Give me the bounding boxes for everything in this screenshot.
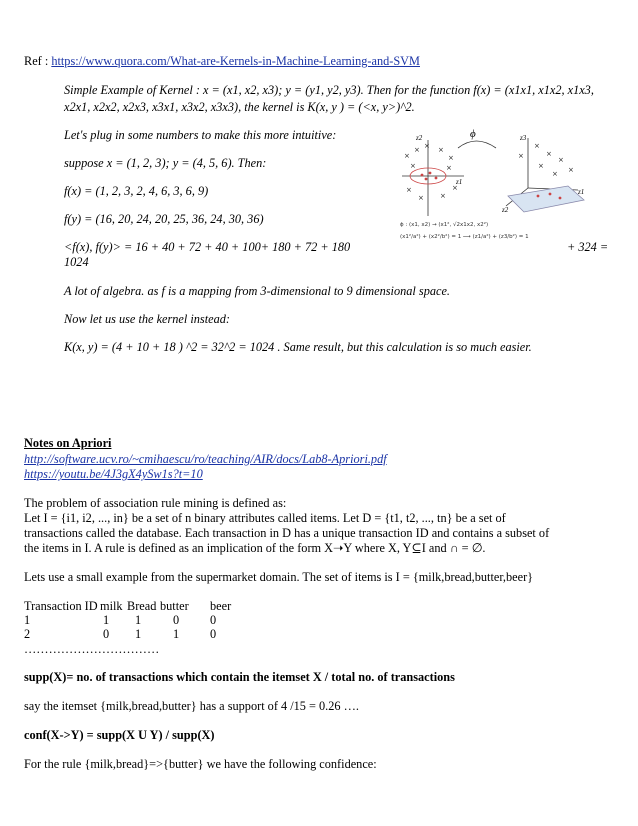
label-z3: z3 [520, 134, 527, 142]
apriori-example-intro: Lets use a small example from the supermarket domain. The set of items is I = {milk,bread,butter,beer} [24, 570, 534, 584]
svg-text:×: × [414, 146, 420, 154]
table-row-1-beer: 0 [210, 613, 217, 627]
kernel-inner-product-result: 1024 [64, 255, 89, 269]
svg-text:×: × [410, 162, 416, 170]
apriori-definition-1: The problem of association rule mining is defined as: [24, 496, 287, 510]
feature-space-plot [506, 138, 584, 212]
label-z1-left: z1 [456, 178, 463, 186]
table-header-beer: beer [210, 599, 232, 613]
table-header-bread: Bread [127, 599, 157, 613]
kernel-inner-product: <f(x), f(y)> = 16 + 40 + 72 + 40 + 100+ 180 + 72 + 180 [64, 240, 351, 254]
apriori-heading: Notes on Apriori [24, 436, 112, 450]
support-definition: supp(X)= no. of transactions which contain the itemset X / total no. of transactions [24, 670, 455, 684]
svg-text:×: × [446, 164, 452, 172]
table-header-butter: butter [160, 599, 189, 613]
table-row-1-id: 1 [24, 613, 31, 627]
svg-text:×: × [538, 162, 544, 170]
kernel-paragraph-9: K(x, y) = (4 + 10 + 18 ) ^2 = 32^2 = 1024 . Same result, but this calculation is so much easier. [64, 340, 532, 354]
mapping-arrow [458, 141, 496, 148]
svg-text:×: × [404, 152, 410, 160]
reference-link[interactable]: https://www.quora.com/What-are-Kernels-in-Machine-Learning-and-SVM [51, 54, 420, 68]
table-row-2-milk: 0 [103, 627, 110, 641]
apriori-definition-4: the items in I. A rule is defined as an implication of the form X➝Y where X, Y⊆I and ∩ = ∅. [24, 541, 486, 555]
table-row-2-butter: 1 [173, 627, 180, 641]
svg-text:×: × [452, 184, 458, 192]
svg-text:×: × [568, 166, 574, 174]
table-header-milk: milk [100, 599, 123, 613]
svg-text:×: × [406, 186, 412, 194]
svg-text:×: × [552, 170, 558, 178]
table-ellipsis: …………………………… [24, 642, 160, 656]
confidence-example: For the rule {milk,bread}=>{butter} we have the following confidence: [24, 757, 377, 771]
kernel-paragraph-8: Now let us use the kernel instead: [64, 312, 230, 326]
figure-caption-1: ϕ : (x1, x2) → (x1², √2x1x2, x2²) [400, 222, 489, 228]
kernel-fy: f(y) = (16, 20, 24, 20, 25, 36, 24, 30, 36) [64, 212, 264, 226]
svg-text:×: × [546, 150, 552, 158]
table-row-1-butter: 0 [173, 613, 180, 627]
table-row-1-bread: 1 [135, 613, 142, 627]
kernel-fx: f(x) = (1, 2, 3, 2, 4, 6, 3, 6, 9) [64, 184, 209, 198]
svg-text:×: × [534, 142, 540, 150]
label-z2-left: z2 [416, 134, 423, 142]
table-row-1-milk: 1 [103, 613, 110, 627]
label-z2-right: z2 [502, 206, 509, 214]
apriori-definition-3: transactions called the database. Each transaction in D has a unique transaction ID and contains a subset of [24, 526, 550, 540]
apriori-link-pdf[interactable]: http://software.ucv.ro/~cmihaescu/ro/teaching/AIR/docs/Lab8-Apriori.pdf [24, 452, 387, 466]
kernel-paragraph-2: Let's plug in some numbers to make this more intuitive: [64, 128, 337, 142]
table-header-transaction-id: Transaction ID [24, 599, 98, 613]
svg-text:×: × [424, 142, 430, 150]
svg-text:×: × [518, 152, 524, 160]
kernel-mapping-figure [398, 128, 624, 244]
reference-line [24, 54, 420, 69]
kernel-paragraph-1b: x2x1, x2x2, x2x3, x3x1, x3x2, x3x3), the kernel is K(x, y ) = (<x, y>)^2. [64, 100, 415, 114]
support-example: say the itemset {milk,bread,butter} has a support of 4 /15 = 0.26 …. [24, 699, 359, 713]
svg-text:×: × [558, 156, 564, 164]
table-row-2-bread: 1 [135, 627, 142, 641]
confidence-definition: conf(X->Y) = supp(X U Y) / supp(X) [24, 728, 215, 742]
svg-text:×: × [448, 154, 454, 162]
figure-caption-2: (x1²/a²) + (x2²/b²) = 1 ⟶ (z1/a²) + (z3/b²) = 1 [400, 234, 529, 240]
kernel-paragraph-3: suppose x = (1, 2, 3); y = (4, 5, 6). Then: [64, 156, 267, 170]
svg-text:×: × [418, 194, 424, 202]
kernel-paragraph-7: A lot of algebra. as f is a mapping from 3-dimensional to 9 dimensional space. [64, 284, 450, 298]
kernel-inner-product-end: + 324 = [567, 240, 609, 254]
table-row-2-id: 2 [24, 627, 31, 641]
kernel-paragraph-1: Simple Example of Kernel : x = (x1, x2, x3); y = (y1, y2, y3). Then for the function f(x) = (x1x1, x1x2, x1x3, [64, 83, 594, 97]
apriori-link-video[interactable]: https://youtu.be/4J3gX4ySw1s?t=10 [24, 467, 203, 481]
feature-space-points [518, 142, 574, 178]
svg-text:×: × [438, 146, 444, 154]
apriori-definition-2: Let I = {i1, i2, ..., in} be a set of n binary attributes called items. Let D = {t1, t2, ..., tn} be a set of [24, 511, 506, 525]
table-row-2-beer: 0 [210, 627, 217, 641]
label-z1-right: z1 [578, 188, 585, 196]
phi-symbol: ϕ [470, 128, 476, 140]
reference-prefix: Ref : [24, 54, 52, 68]
input-space-plot [402, 140, 464, 216]
svg-text:×: × [440, 192, 446, 200]
